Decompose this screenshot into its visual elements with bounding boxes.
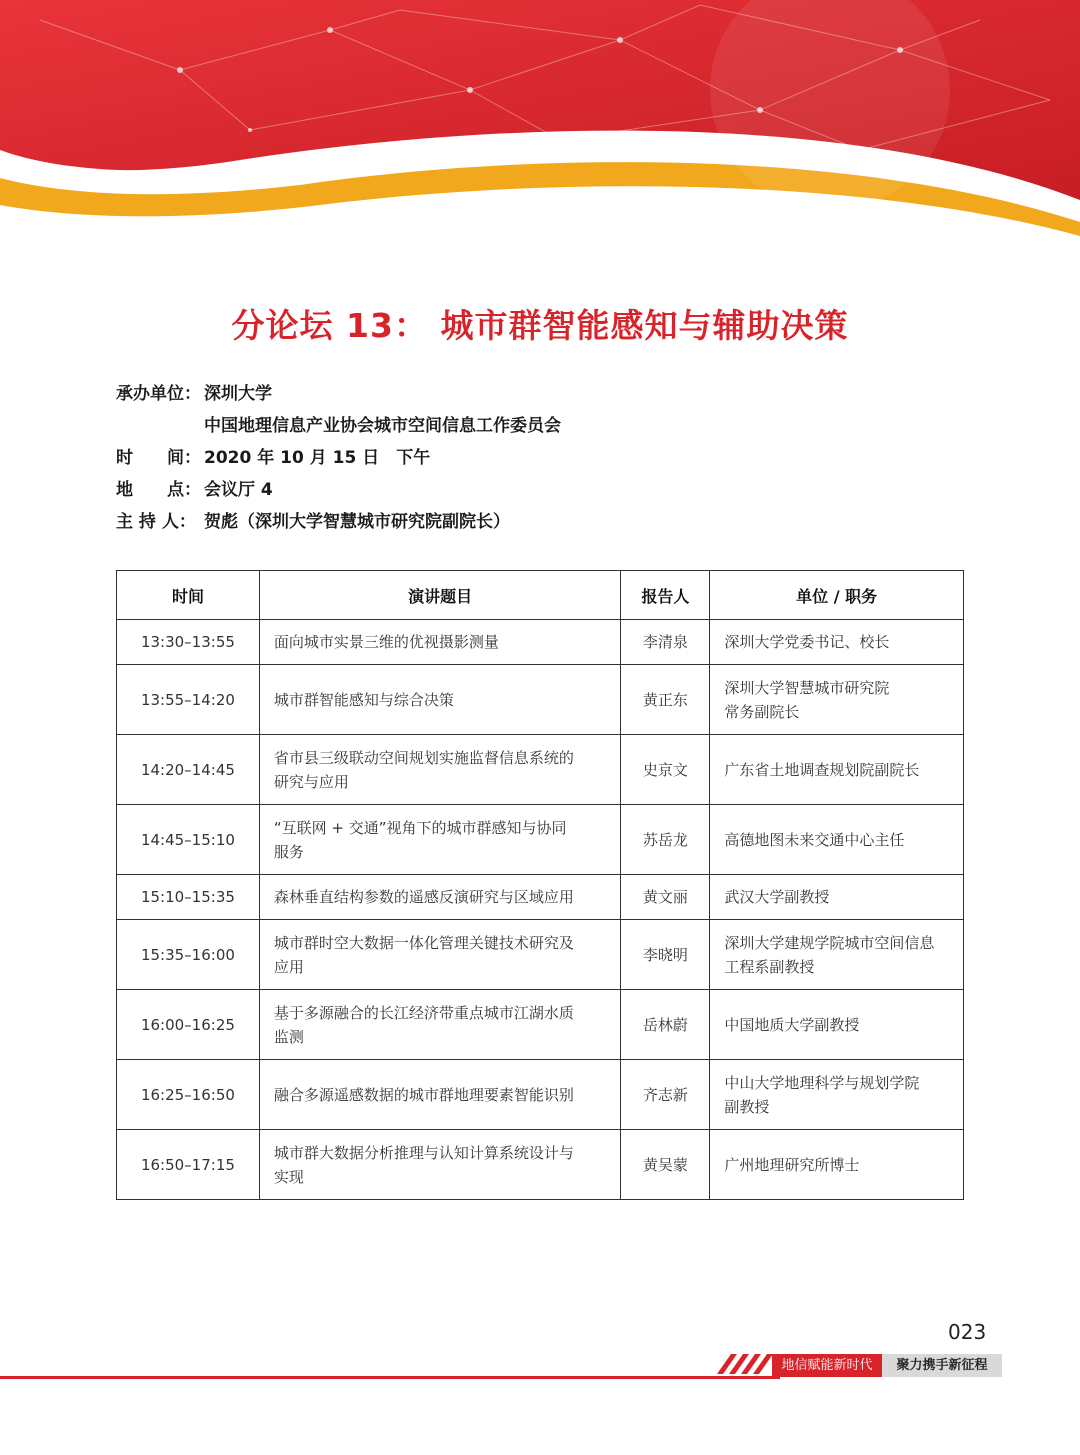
info-value: 贺彪（深圳大学智慧城市研究院副院长）	[204, 512, 510, 532]
info-row-organizer	[116, 378, 561, 410]
topic-line: 研究与应用	[273, 772, 349, 791]
info-label	[116, 410, 204, 442]
cell-speaker: 黄正东	[621, 665, 710, 735]
cell-time: 16:00–16:25	[117, 990, 260, 1060]
info-row-host	[116, 506, 561, 538]
unit-line: 深圳大学智慧城市研究院	[724, 678, 890, 697]
topic-line: 省市县三级联动空间规划实施监督信息系统的	[273, 748, 574, 767]
table-row	[117, 1130, 964, 1200]
cell-time: 13:30–13:55	[117, 620, 260, 665]
table-row	[117, 920, 964, 990]
cell-topic	[259, 990, 621, 1060]
cell-unit	[710, 620, 964, 665]
cell-speaker: 齐志新	[621, 1060, 710, 1130]
table-row	[117, 620, 964, 665]
cell-topic	[259, 875, 621, 920]
unit-line: 广东省土地调查规划院副院长	[724, 760, 920, 779]
header-time: 时间	[117, 571, 260, 620]
table-row	[117, 1060, 964, 1130]
cell-speaker: 黄文丽	[621, 875, 710, 920]
topic-line: 城市群大数据分析推理与认知计算系统设计与	[273, 1143, 574, 1162]
page-number: 023	[948, 1320, 987, 1344]
cell-speaker: 李清泉	[621, 620, 710, 665]
cell-time: 15:10–15:35	[117, 875, 260, 920]
footer-divider	[0, 1376, 780, 1379]
cell-topic	[259, 1060, 621, 1130]
header-speaker: 报告人	[621, 571, 710, 620]
topic-line: 城市群智能感知与综合决策	[273, 690, 454, 709]
cell-unit	[710, 1060, 964, 1130]
header-topic: 演讲题目	[259, 571, 621, 620]
table-row	[117, 990, 964, 1060]
cell-unit	[710, 920, 964, 990]
table-row	[117, 665, 964, 735]
cell-time: 15:35–16:00	[117, 920, 260, 990]
cell-time: 13:55–14:20	[117, 665, 260, 735]
unit-line: 武汉大学副教授	[724, 888, 830, 906]
cell-unit	[710, 805, 964, 875]
cell-speaker: 史京文	[621, 735, 710, 805]
info-label: 地 点：	[116, 480, 201, 500]
header-unit: 单位 / 职务	[710, 571, 964, 620]
cell-time: 14:20–14:45	[117, 735, 260, 805]
topic-line: 服务	[273, 842, 304, 861]
topic-line: 融合多源遥感数据的城市群地理要素智能识别	[273, 1085, 574, 1104]
header-banner	[0, 0, 1080, 240]
cell-time: 16:50–17:15	[117, 1130, 260, 1200]
cell-unit	[710, 875, 964, 920]
topic-line: 城市群时空大数据一体化管理关键技术研究及	[273, 933, 574, 952]
unit-line: 广州地理研究所博士	[724, 1155, 860, 1174]
cell-topic	[259, 735, 621, 805]
footer-slogan-left: 地信赋能新时代	[772, 1354, 882, 1377]
cell-speaker: 苏岳龙	[621, 805, 710, 875]
unit-line: 常务副院长	[724, 702, 800, 721]
cell-unit	[710, 1130, 964, 1200]
footer-bar	[0, 1352, 1080, 1382]
topic-line: 基于多源融合的长江经济带重点城市江湖水质	[273, 1003, 574, 1022]
cell-time: 14:45–15:10	[117, 805, 260, 875]
info-row-organizer-2	[116, 410, 561, 442]
cell-topic	[259, 620, 621, 665]
cell-unit	[710, 665, 964, 735]
unit-line: 高德地图未来交通中心主任	[724, 830, 905, 849]
cell-unit	[710, 990, 964, 1060]
cell-speaker: 黄吴蒙	[621, 1130, 710, 1200]
unit-line: 工程系副教授	[724, 957, 815, 976]
topic-line: 实现	[273, 1167, 304, 1186]
unit-line: 中国地质大学副教授	[724, 1015, 860, 1034]
info-value: 中国地理信息产业协会城市空间信息工作委员会	[204, 416, 561, 436]
table-header-row	[117, 571, 964, 620]
footer-slogan-right: 聚力携手新征程	[882, 1354, 1002, 1377]
forum-info	[116, 378, 561, 538]
cell-topic	[259, 665, 621, 735]
cell-unit	[710, 735, 964, 805]
info-value: 深圳大学	[204, 384, 272, 404]
topic-line: 森林垂直结构参数的遥感反演研究与区域应用	[273, 888, 574, 906]
cell-topic	[259, 1130, 621, 1200]
cell-time: 16:25–16:50	[117, 1060, 260, 1130]
unit-line: 副教授	[724, 1097, 770, 1116]
topic-line: 面向城市实景三维的优视摄影测量	[273, 633, 499, 651]
info-value: 会议厅 4	[204, 480, 273, 500]
cell-topic	[259, 920, 621, 990]
info-label: 承办单位：	[116, 384, 201, 404]
table-row	[117, 735, 964, 805]
info-label: 时 间：	[116, 448, 201, 468]
topic-line: “互联网 + 交通”视角下的城市群感知与协同	[273, 818, 567, 837]
table-row	[117, 875, 964, 920]
topic-line: 监测	[273, 1027, 304, 1046]
schedule-table	[116, 570, 964, 1200]
cell-topic	[259, 805, 621, 875]
table-row	[117, 805, 964, 875]
unit-line: 中山大学地理科学与规划学院	[724, 1073, 920, 1092]
info-value: 2020 年 10 月 15 日 下午	[204, 448, 431, 468]
info-row-location	[116, 474, 561, 506]
info-row-time	[116, 442, 561, 474]
topic-line: 应用	[273, 957, 304, 976]
unit-line: 深圳大学建规学院城市空间信息	[724, 933, 935, 952]
info-label: 主 持 人：	[116, 512, 196, 532]
unit-line: 深圳大学党委书记、校长	[724, 633, 890, 651]
page-title: 分论坛 13： 城市群智能感知与辅助决策	[231, 306, 849, 345]
cell-speaker: 岳林蔚	[621, 990, 710, 1060]
cell-speaker: 李晓明	[621, 920, 710, 990]
